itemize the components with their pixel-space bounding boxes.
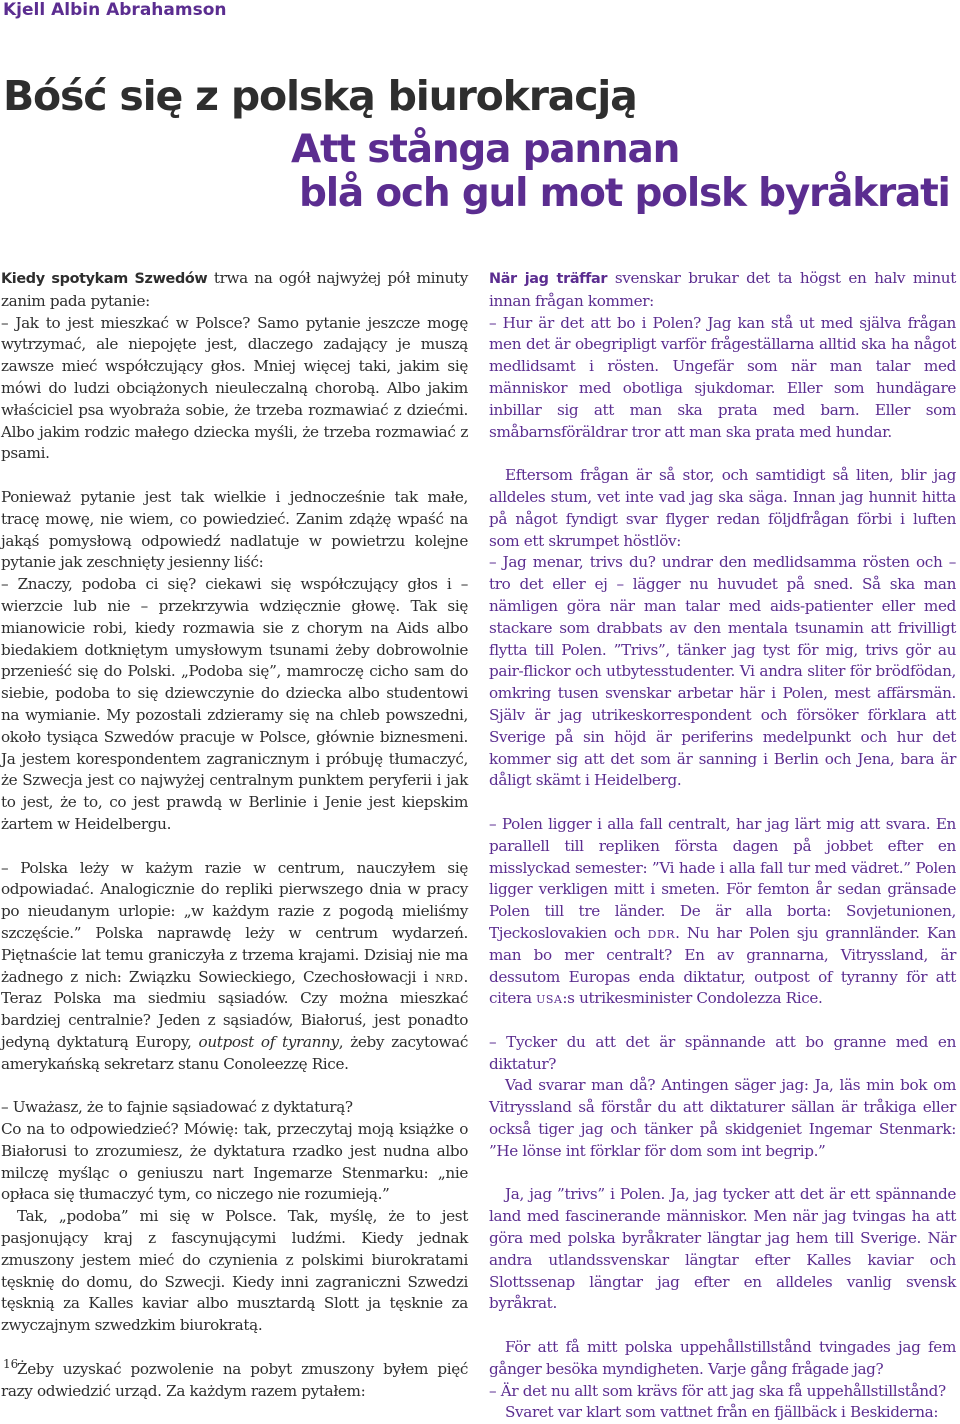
polish-quote-italic: outpost of tyranny	[198, 1032, 339, 1051]
swedish-paragraph-7: Vad svarar man då? Antingen säger jag: Ja, läs min bok om Vitryssland så förstår du att diktaturer sällan är tråkiga eller också tiger jag och tänker på skidgeniet Ingemar Stenmark: ”He lönse int förklar för dom som int begrip.”	[489, 1076, 956, 1160]
swedish-paragraph-4: – Jag menar, trivs du? undrar den medlidsamma rösten och – tro det eller ej – lägger nu huvudet på sned. Så ska man nämligen göra när man talar med aids-patienter eller med stackare som drabbats av den mentala tsunamin att frivilligt flytta till Polen. ”Trivs”, tänker jag tyst för mig, trivs gör au pair-flickor och utbytesstudenter. Vi andra sliter för brödfödan, omkring tusen svenskar arbetar här i Polen, mest affärsmän. Själv är jag utrikeskorrespondent och försöker förklara att Sverige på sin höjd är periferins medelpunkt och hur det kommer sig att det som är sanning i Berlin och Jena, bara är dåligt skämt i Heidelberg.	[489, 553, 956, 790]
polish-abbreviation: nrd	[435, 967, 464, 986]
page-number: 16	[3, 1357, 19, 1371]
swedish-abbreviation-ddr: ddr	[647, 923, 676, 942]
polish-paragraph-7: Co na to odpowiedzieć? Mówię: tak, przeczytaj moją książke o Białorusi to zrozumiesz, że dyktatura rzadko jest nudna albo milczę myśląc o geniuszu nart Ingemarze Stenmarku: „nie opłaca się tłumaczyć tym, co niczego nie rozumieją.”	[1, 1120, 468, 1204]
author-name: Kjell Albin Abrahamson	[3, 0, 227, 20]
polish-column	[1, 268, 468, 1402]
polish-paragraph-8: Tak, „podoba” mi się w Polsce. Tak, myślę, że to jest pasjonujący kraj z fascynującymi ludźmi. Kiedy jednak zmuszony jestem mieć do czynienia z polskimi biurokratami tęsknię do domu, do Szwecji. Kiedy inni zagraniczni Szwedzi tęsknią za Kalles kaviar albo musztardą Slott ja tęsknie za zwyczajnym szwedzkim biurokratą.	[1, 1207, 468, 1335]
polish-paragraph-1	[1, 268, 468, 313]
swedish-paragraph-8: Ja, jag ”trivs” i Polen. Ja, jag tycker att det är ett spännande land med fascinerande människor. Men när jag tvingas ha att göra med polska byråkrater längtar jag hem till Sverige. När andra utlandssvenskar längtar efter Kalles kaviar och Slottssenap längtar jag efter en alldeles vanlig svensk byråkrat.	[489, 1185, 956, 1313]
swedish-paragraph-5	[489, 814, 956, 1010]
swedish-paragraph-1	[489, 268, 956, 313]
polish-paragraph-5	[1, 858, 468, 1076]
polish-paragraph-5-part-b: . Teraz Polska ma siedmiu sąsiadów. Czy można mieszkać bardziej centralnie? Jeden z sąsiadów, Białoruś, jest ponadto jedyną dyktaturą Europy,	[1, 967, 468, 1051]
swedish-paragraph-9: För att få mitt polska uppehållstillstånd tvingades jag fem gånger besöka myndigheten. Varje gång frågade jag?	[489, 1338, 956, 1378]
swedish-lead-in: När jag träffar	[489, 271, 608, 287]
polish-paragraph-9: Żeby uzyskać pozwolenie na pobyt zmuszony byłem pięć razy odwiedzić urząd. Za każdym razem pytałem:	[1, 1359, 468, 1400]
swedish-paragraph-1-text: svenskar brukar det ta högst en halv minut innan frågan kommer:	[489, 269, 956, 310]
swedish-paragraph-6: – Tycker du att det är spännande att bo granne med en diktatur?	[489, 1032, 956, 1073]
polish-lead-in: Kiedy spotykam Szwedów	[1, 271, 208, 287]
swedish-column	[489, 268, 956, 1424]
swedish-paragraph-5-part-b: . Nu har Polen sju grannländer. Kan man bo mer centralt? En av grannarna, Vitryssland, är dessutom Europas enda diktatur, outpost of tyranny för att citera	[489, 923, 956, 1008]
swedish-abbreviation-usa: usa	[536, 989, 563, 1008]
title-polish: Bóść się z polską biurokracją	[3, 72, 637, 120]
swedish-paragraph-5-part-a: – Polen ligger i alla fall centralt, har jag lärt mig att svara. En parallell till repliken första dagen på jobbet efter en misslyckad semester: ”Vi hade i alla fall tur med vädret.” Polen ligger verkligen mitt i smeten. För femton år sedan gränsade Polen till tre länder. De är alla borta: Sovjetunionen, Tjeckoslovakien och	[489, 814, 956, 942]
swedish-paragraph-3: Eftersom frågan är så stor, och samtidigt så liten, blir jag alldeles stum, vet inte vad jag ska säga. Innan jag hunnit hitta på något fyndigt svar flyger redan följdfrågan förbi i luften som ett skrumpet höstlöv:	[489, 466, 956, 550]
swedish-paragraph-5-part-c: :s utrikesminister Condolezza Rice.	[562, 989, 823, 1008]
polish-paragraph-5-part-a: – Polska leży w każym razie w centrum, nauczyłem się odpowiadać. Analogicznie do repliki pierwszego dnia w pracy po nieudanym urlopie: „w każdym razie z pogodą mieliśmy szczęście.” Polska naprawdę leży w centrum wydarzeń. Piętnaście lat temu graniczyła z trzema krajami. Dzisiaj nie ma żadnego z nich: Związku Sowieckiego, Czechosłowacji i	[1, 858, 468, 986]
swedish-paragraph-2: – Hur är det att bo i Polen? Jag kan stå ut med själva frågan men det är obegripligt varför frågeställarna alltid ska ha något medlidsamt i rösten. Ungefär som när man talar med människor med obotliga sjukdomar. Eller som hundägare inbillar sig att man ska prata med barn. Eller som småbarnsföräldrar tror att man ska prata med hundar.	[489, 313, 956, 441]
polish-paragraph-2: – Jak to jest mieszkać w Polsce? Samo pytanie jeszcze mogę wytrzymać, ale niepojęte jest, dlaczego zadający je muszą zawsze mieć współczujący głos. Mniej więcej taki, jakim się mówi do ludzi obciążonych nieuleczalną chorobą. Albo jakim właściciel psa wyobraża sobie, że trzeba rozmawiać z dziećmi. Albo jakim rodzic małego dziecka myśli, że trzeba rozmawiać z psami.	[1, 313, 468, 463]
polish-paragraph-6: – Uważasz, że to fajnie sąsiadować z dyktaturą?	[1, 1098, 353, 1117]
polish-paragraph-4: – Znaczy, podoba ci się? ciekawi się współczujący głos i – wierzcie lub nie – przekrzywia wdzięcznie głowę. Tak się mianowicie robi, kiedy rozmawia sie z chorym na Aids albo biedakiem dotkniętym umysłowym tsunami żeby dobrowolnie przenieść się do Polski. „Podoba się”, mamroczę cicho sam do siebie, podoba to się dziewczynie do dziecka albo studentowi na wymianie. My pozostali zdzieramy się na chleb powszedni, około tysiąca Szwedów pracuje w Polsce, głównie biznesmeni. Ja jestem korespondentem zagranicznym i próbuję tłumaczyć, że Szwecja jest co najwyżej centralnym punktem peryferii i jak to jest, że to, co jest prawdą w Berlinie i Jenie jest kiepskim żartem w Heidelbergu.	[1, 575, 468, 833]
title-swedish-line1: Att stånga pannan	[291, 127, 680, 172]
polish-paragraph-3: Ponieważ pytanie jest tak wielkie i jednocześnie tak małe, tracę mowę, nie wiem, co powiedzieć. Zanim zdążę wpaść na jakąś pomysłową odpowiedź nadlatuje w powietrzu kolejne pytanie jak zeschnięty jesienny liść:	[1, 487, 468, 572]
polish-paragraph-1-text: trwa na ogół najwyżej pół minuty zanim pada pytanie:	[1, 269, 468, 310]
title-swedish-line2: blå och gul mot polsk byråkrati	[299, 171, 950, 216]
swedish-paragraph-10: – Är det nu allt som krävs för att jag ska få uppehållstillstånd?	[489, 1381, 946, 1400]
swedish-paragraph-11: Svaret var klart som vattnet från en fjällbäck i Beskiderna:	[505, 1403, 939, 1422]
polish-paragraph-5-part-c: , żeby zacytować amerykańską sekretarz stanu Conoleezzę Rice.	[1, 1032, 468, 1073]
